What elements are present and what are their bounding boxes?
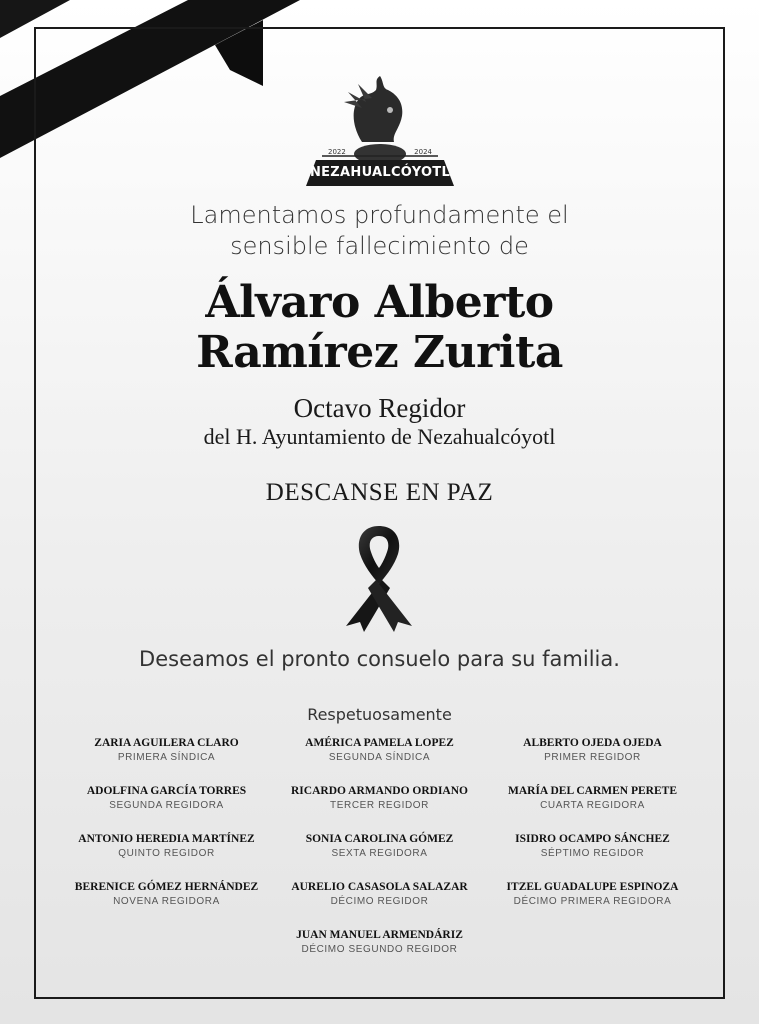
signatory (486, 783, 699, 831)
mourning-ribbon-icon (338, 522, 420, 634)
signatory-title: SEXTA REGIDORA (331, 848, 428, 859)
signatory-name: ALBERTO OJEDA OJEDA (523, 737, 662, 749)
signatory-title: SÉPTIMO REGIDOR (540, 848, 645, 859)
signatory-name: ISIDRO OCAMPO SÁNCHEZ (515, 833, 670, 845)
signatory (486, 831, 699, 879)
intro-line-2: sensible fallecimiento de (230, 232, 529, 260)
signatory-title: DÉCIMO PRIMERA REGIDORA (513, 896, 672, 907)
logo-year-start: 2022 (328, 148, 346, 156)
signatory-title: PRIMERA SÍNDICA (117, 752, 216, 763)
ribbon-loop (359, 526, 399, 584)
signatory-name: AMÉRICA PAMELA LOPEZ (305, 737, 454, 749)
signatory-title: PRIMER REGIDOR (544, 752, 641, 763)
signatory-title: DÉCIMO REGIDOR (330, 896, 429, 907)
signatory (486, 735, 699, 783)
signatory-name: ANTONIO HEREDIA MARTÍNEZ (78, 833, 255, 845)
signatory-name: MARÍA DEL CARMEN PERETE (507, 785, 677, 797)
signatory (273, 879, 486, 927)
signatory-title: QUINTO REGIDOR (118, 848, 215, 859)
signatory-title: NOVENA REGIDORA (113, 896, 220, 907)
signatory-name: SONIA CAROLINA GÓMEZ (305, 833, 454, 845)
condolence-message: Deseamos el pronto consuelo para su familia. (139, 647, 620, 671)
rest-in-peace: DESCANSE EN PAZ (265, 479, 494, 506)
signatories-grid (60, 735, 699, 975)
signatory-title: SEGUNDA SÍNDICA (328, 752, 431, 763)
signatory-title: DÉCIMO SEGUNDO REGIDOR (301, 944, 458, 955)
signatory (273, 831, 486, 879)
signatory (60, 831, 273, 879)
logo-years (328, 148, 432, 160)
signatory-name: RICARDO ARMANDO ORDIANO (291, 785, 468, 797)
deceased-name-line-1: Álvaro Alberto (205, 277, 554, 328)
logo-banner-text: NEZAHUALCÓYOTL (309, 165, 451, 180)
deceased-name (60, 278, 699, 378)
signatory-name: ZARIA AGUILERA CLARO (94, 737, 239, 749)
signatory-title: TERCER REGIDOR (330, 800, 429, 811)
signatory-name: JUAN MANUEL ARMENDÁRIZ (296, 929, 463, 941)
signatory-name: AURELIO CASASOLA SALAZAR (291, 881, 468, 893)
deceased-name-line-2: Ramírez Zurita (196, 327, 563, 378)
signatory (60, 783, 273, 831)
deceased-council: del H. Ayuntamiento de Nezahualcóyotl (203, 424, 556, 449)
intro-line-1: Lamentamos profundamente el (190, 201, 569, 229)
signatory-name: ADOLFINA GARCÍA TORRES (86, 785, 247, 797)
signatory (60, 735, 273, 783)
regards-text: Respetuosamente (307, 705, 452, 724)
deceased-role: Octavo Regidor (293, 393, 466, 423)
signatory (273, 735, 486, 783)
signatory-title: CUARTA REGIDORA (540, 800, 645, 811)
signatory (486, 879, 699, 927)
signatory (273, 927, 486, 975)
logo-year-end: 2024 (414, 148, 432, 156)
municipal-logo (300, 72, 460, 192)
emblem-figure (354, 76, 403, 142)
signatory-name: ITZEL GUADALUPE ESPINOZA (506, 881, 679, 893)
emblem-eye (387, 107, 393, 113)
signatory (273, 783, 486, 831)
signatory-title: SEGUNDA REGIDORA (109, 800, 224, 811)
intro-text (100, 200, 659, 262)
signatory (60, 879, 273, 927)
signatory-name: BERENICE GÓMEZ HERNÁNDEZ (74, 881, 259, 893)
